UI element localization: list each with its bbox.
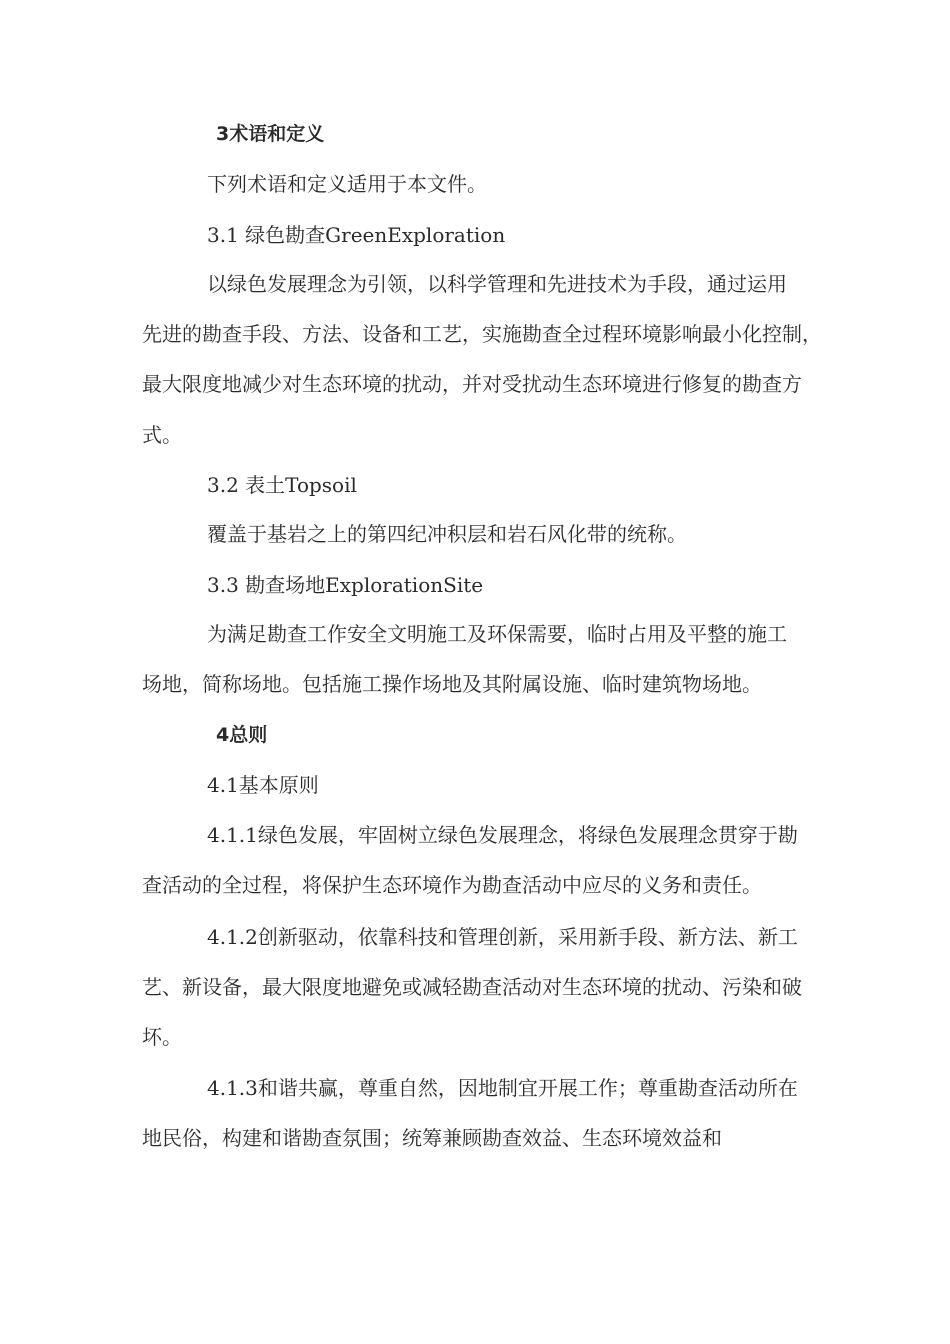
paragraph-line: 式。: [142, 423, 182, 447]
section-heading-4: 4总则: [216, 724, 268, 746]
paragraph-line: 为满足勘查工作安全文明施工及环保需要，临时占用及平整的施工: [207, 622, 787, 646]
paragraph-line: 地民俗，构建和谐勘查氛围；统筹兼顾勘查效益、生态环境效益和: [142, 1126, 722, 1150]
paragraph-line: 坏。: [142, 1025, 182, 1049]
term-heading-3-2: 3.2 表土Topsoil: [207, 473, 357, 497]
section-heading-3: 3术语和定义: [216, 123, 325, 145]
paragraph-line: 查活动的全过程，将保护生态环境作为勘查活动中应尽的义务和责任。: [142, 873, 762, 897]
paragraph-line: 先进的勘查手段、方法、设备和工艺，实施勘查全过程环境影响最小化控制，: [142, 322, 822, 346]
paragraph-line: 以绿色发展理念为引领，以科学管理和先进技术为手段，通过运用: [207, 272, 787, 296]
paragraph-line: 艺、新设备，最大限度地避免或减轻勘查活动对生态环境的扰动、污染和破: [142, 975, 802, 999]
term-heading-3-1: 3.1 绿色勘查GreenExploration: [207, 223, 506, 247]
paragraph-line: 4.1.3和谐共赢，尊重自然，因地制宜开展工作；尊重勘查活动所在: [207, 1076, 798, 1100]
paragraph-line: 4.1.2创新驱动，依靠科技和管理创新，采用新手段、新方法、新工: [207, 925, 798, 949]
paragraph-line: 4.1.1绿色发展，牢固树立绿色发展理念，将绿色发展理念贯穿于勘: [207, 823, 798, 847]
subsection-heading-4-1: 4.1基本原则: [207, 773, 319, 797]
term-heading-3-3: 3.3 勘查场地ExplorationSite: [207, 573, 484, 597]
paragraph-line: 场地，简称场地。包括施工操作场地及其附属设施、临时建筑物场地。: [142, 672, 762, 696]
paragraph-line: 下列术语和定义适用于本文件。: [207, 172, 487, 196]
paragraph-line: 最大限度地减少对生态环境的扰动，并对受扰动生态环境进行修复的勘查方: [142, 372, 802, 396]
paragraph-line: 覆盖于基岩之上的第四纪冲积层和岩石风化带的统称。: [207, 522, 687, 546]
